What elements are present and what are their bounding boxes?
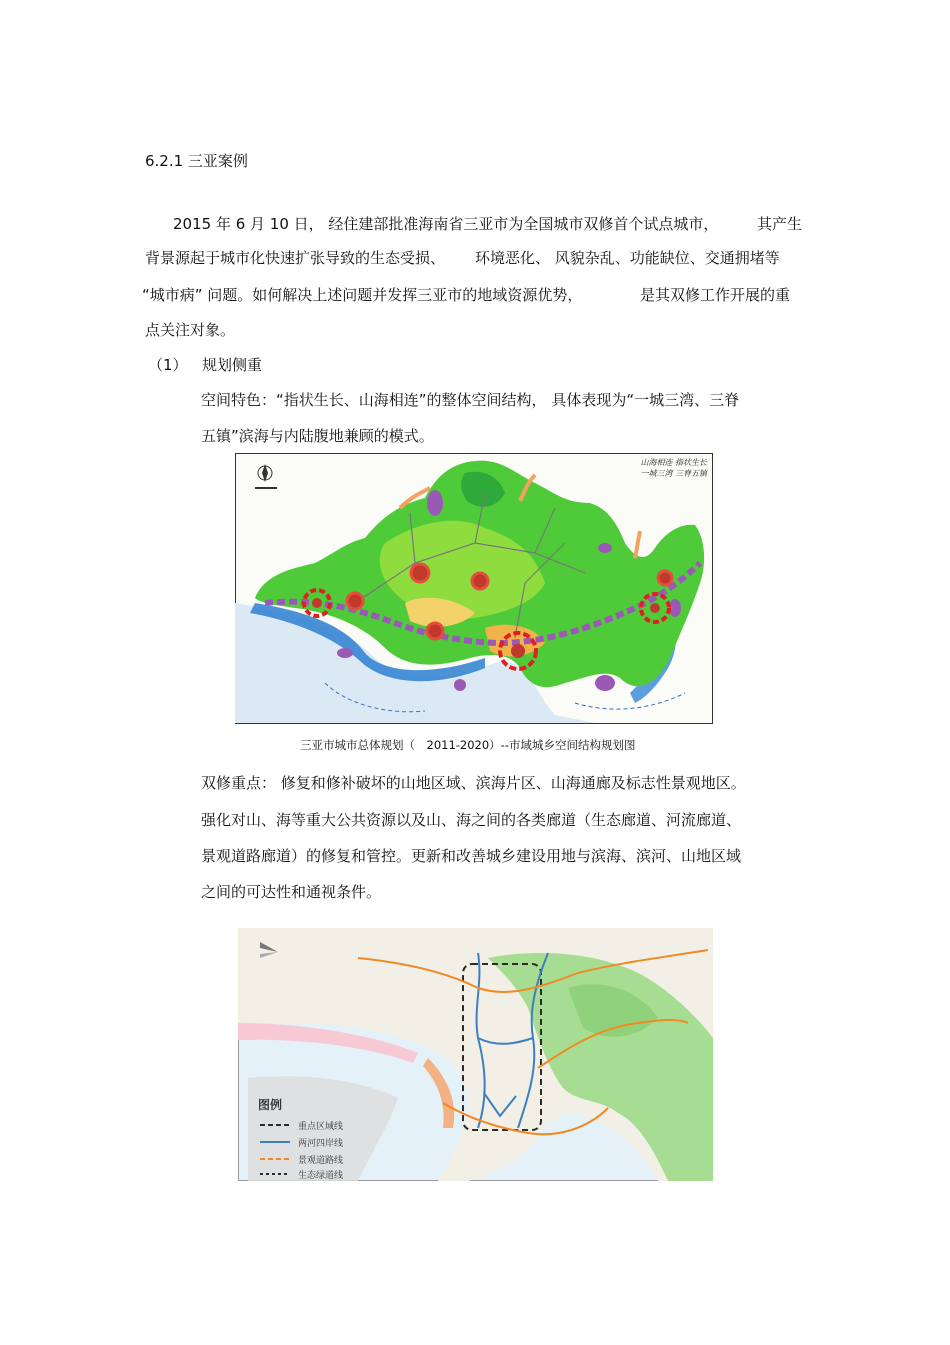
spatial-feature-line-2: 五镇”滨海与内陆腹地兼顾的模式。 <box>201 427 434 445</box>
legend-title: 图例 <box>258 1098 283 1112</box>
intro-line-1b: 其产生 <box>757 215 803 233</box>
corridor-map <box>238 928 713 1185</box>
intro-line-2b: 环境恶化、 风貌杂乱、功能缺位、交通拥堵等 <box>475 249 780 267</box>
planning-heading: 规划侧重 <box>202 356 263 374</box>
spatial-structure-map <box>235 453 713 728</box>
intro-line-3a: “城市病” 问题。如何解决上述问题并发挥三亚市的地域资源优势， <box>142 286 583 304</box>
repair-line-3: 景观道路廊道）的修复和管控。更新和改善城乡建设用地与滨海、滨河、山地区域 <box>201 847 742 865</box>
intro-line-4: 点关注对象。 <box>145 321 236 339</box>
intro-line-3b: 是其双修工作开展的重 <box>640 286 791 304</box>
legend-item-greenways: 生态绿道线 <box>298 1171 344 1181</box>
figure1-title-line-2: 一城三湾 三脊五镇 <box>640 469 707 478</box>
repair-line-2: 强化对山、海等重大公共资源以及山、海之间的各类廊道（生态廊道、河流廊道、 <box>201 811 742 829</box>
spatial-feature-line-1: 空间特色：“指状生长、山海相连”的整体空间结构， 具体表现为“一城三湾、三脊 <box>201 391 740 409</box>
legend-item-scenic-roads: 景观道路线 <box>298 1156 344 1166</box>
section-title: 6.2.1 三亚案例 <box>145 152 248 170</box>
intro-line-1a: 2015 年 6 月 10 日， 经住建部批准海南省三亚市为全国城市双修首个试点城市， <box>173 215 719 233</box>
figure1-title-line-1: 山海相连 指状生长 <box>640 458 707 467</box>
repair-line-1: 双修重点： 修复和修补破坏的山地区域、滨海片区、山海通廊及标志性景观地区。 <box>201 774 746 792</box>
legend-item-key-area: 重点区域线 <box>298 1122 344 1132</box>
legend-item-rivers: 两河四岸线 <box>298 1139 344 1149</box>
intro-line-2a: 背景源起于城市化快速扩张导致的生态受损、 <box>145 249 446 267</box>
figure1-caption: 三亚市城市总体规划（ 2011-2020）--市域城乡空间结构规划图 <box>300 738 636 752</box>
planning-index: （1） <box>148 356 188 374</box>
repair-line-4: 之间的可达性和通视条件。 <box>201 883 382 901</box>
